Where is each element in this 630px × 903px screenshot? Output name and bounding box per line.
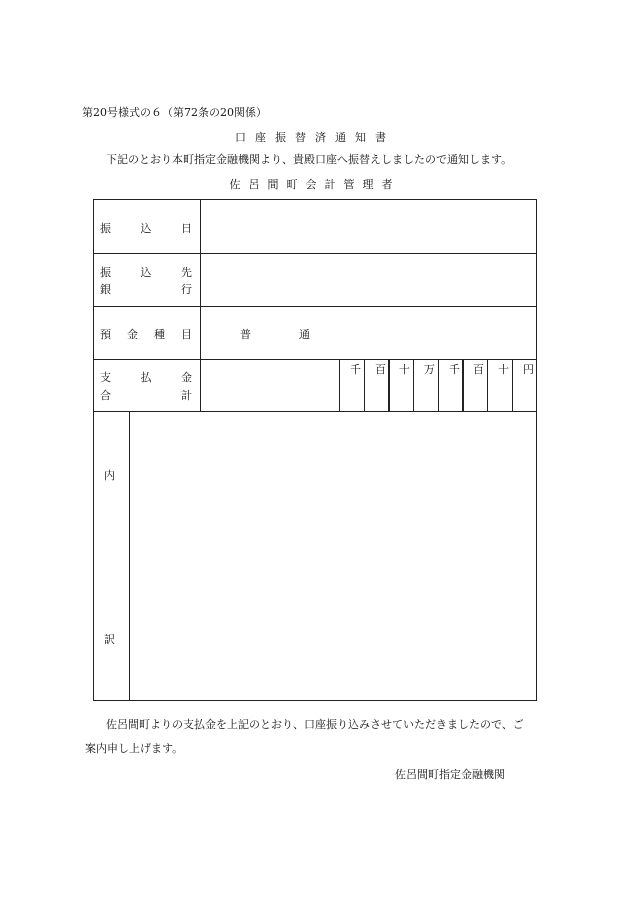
transfer-bank-label-line1: 振 込 先 (100, 266, 192, 279)
issuer-name: 佐呂間町会計管理者 (229, 178, 401, 191)
notice-table (93, 199, 537, 701)
document-title: 口座振替済通知書 (235, 131, 395, 144)
label-column-divider (200, 200, 201, 411)
digit-unit-yen: 円 (523, 363, 534, 376)
digit-unit-juu: 十 (399, 363, 410, 376)
payment-total-label-line2: 合 計 (100, 389, 192, 402)
digit-unit-hyaku: 百 (375, 363, 386, 376)
digit-unit-sen: 千 (449, 363, 460, 376)
transfer-bank-label-line2: 銀 行 (100, 283, 192, 296)
digit-unit-juu: 十 (498, 363, 509, 376)
row-divider (94, 411, 537, 412)
row-divider (94, 306, 537, 307)
breakdown-label-bottom: 訳 (104, 633, 115, 646)
transfer-date-label: 振 込 日 (100, 222, 192, 235)
closing-text-line2: 案内申し上げます。 (85, 742, 184, 755)
breakdown-label-top: 内 (104, 469, 115, 482)
closing-text-line1: 佐呂間町よりの支払金を上記のとおり、口座振り込みさせていただきましたので、ご (106, 718, 524, 731)
form-number: 第20号様式の６（第72条の20関係） (82, 106, 267, 119)
digit-unit-sen: 千 (350, 363, 361, 376)
intro-text: 下記のとおり本町指定金融機関より、貴殿口座へ振替えしましたので通知します。 (106, 153, 513, 166)
deposit-type-label: 預 金 種 目 (100, 328, 192, 341)
deposit-type-value[interactable]: 普 通 (240, 328, 310, 341)
breakdown-value[interactable] (136, 420, 531, 690)
digit-unit-man: 万 (424, 363, 435, 376)
breakdown-column-divider (129, 411, 130, 701)
payment-amount-field[interactable] (206, 369, 334, 405)
payment-total-label-line1: 支 払 金 (100, 371, 192, 384)
row-divider (94, 359, 537, 360)
digit-unit-hyaku: 百 (473, 363, 484, 376)
bank-signature: 佐呂間町指定金融機関 (395, 768, 505, 781)
row-divider (94, 253, 537, 254)
